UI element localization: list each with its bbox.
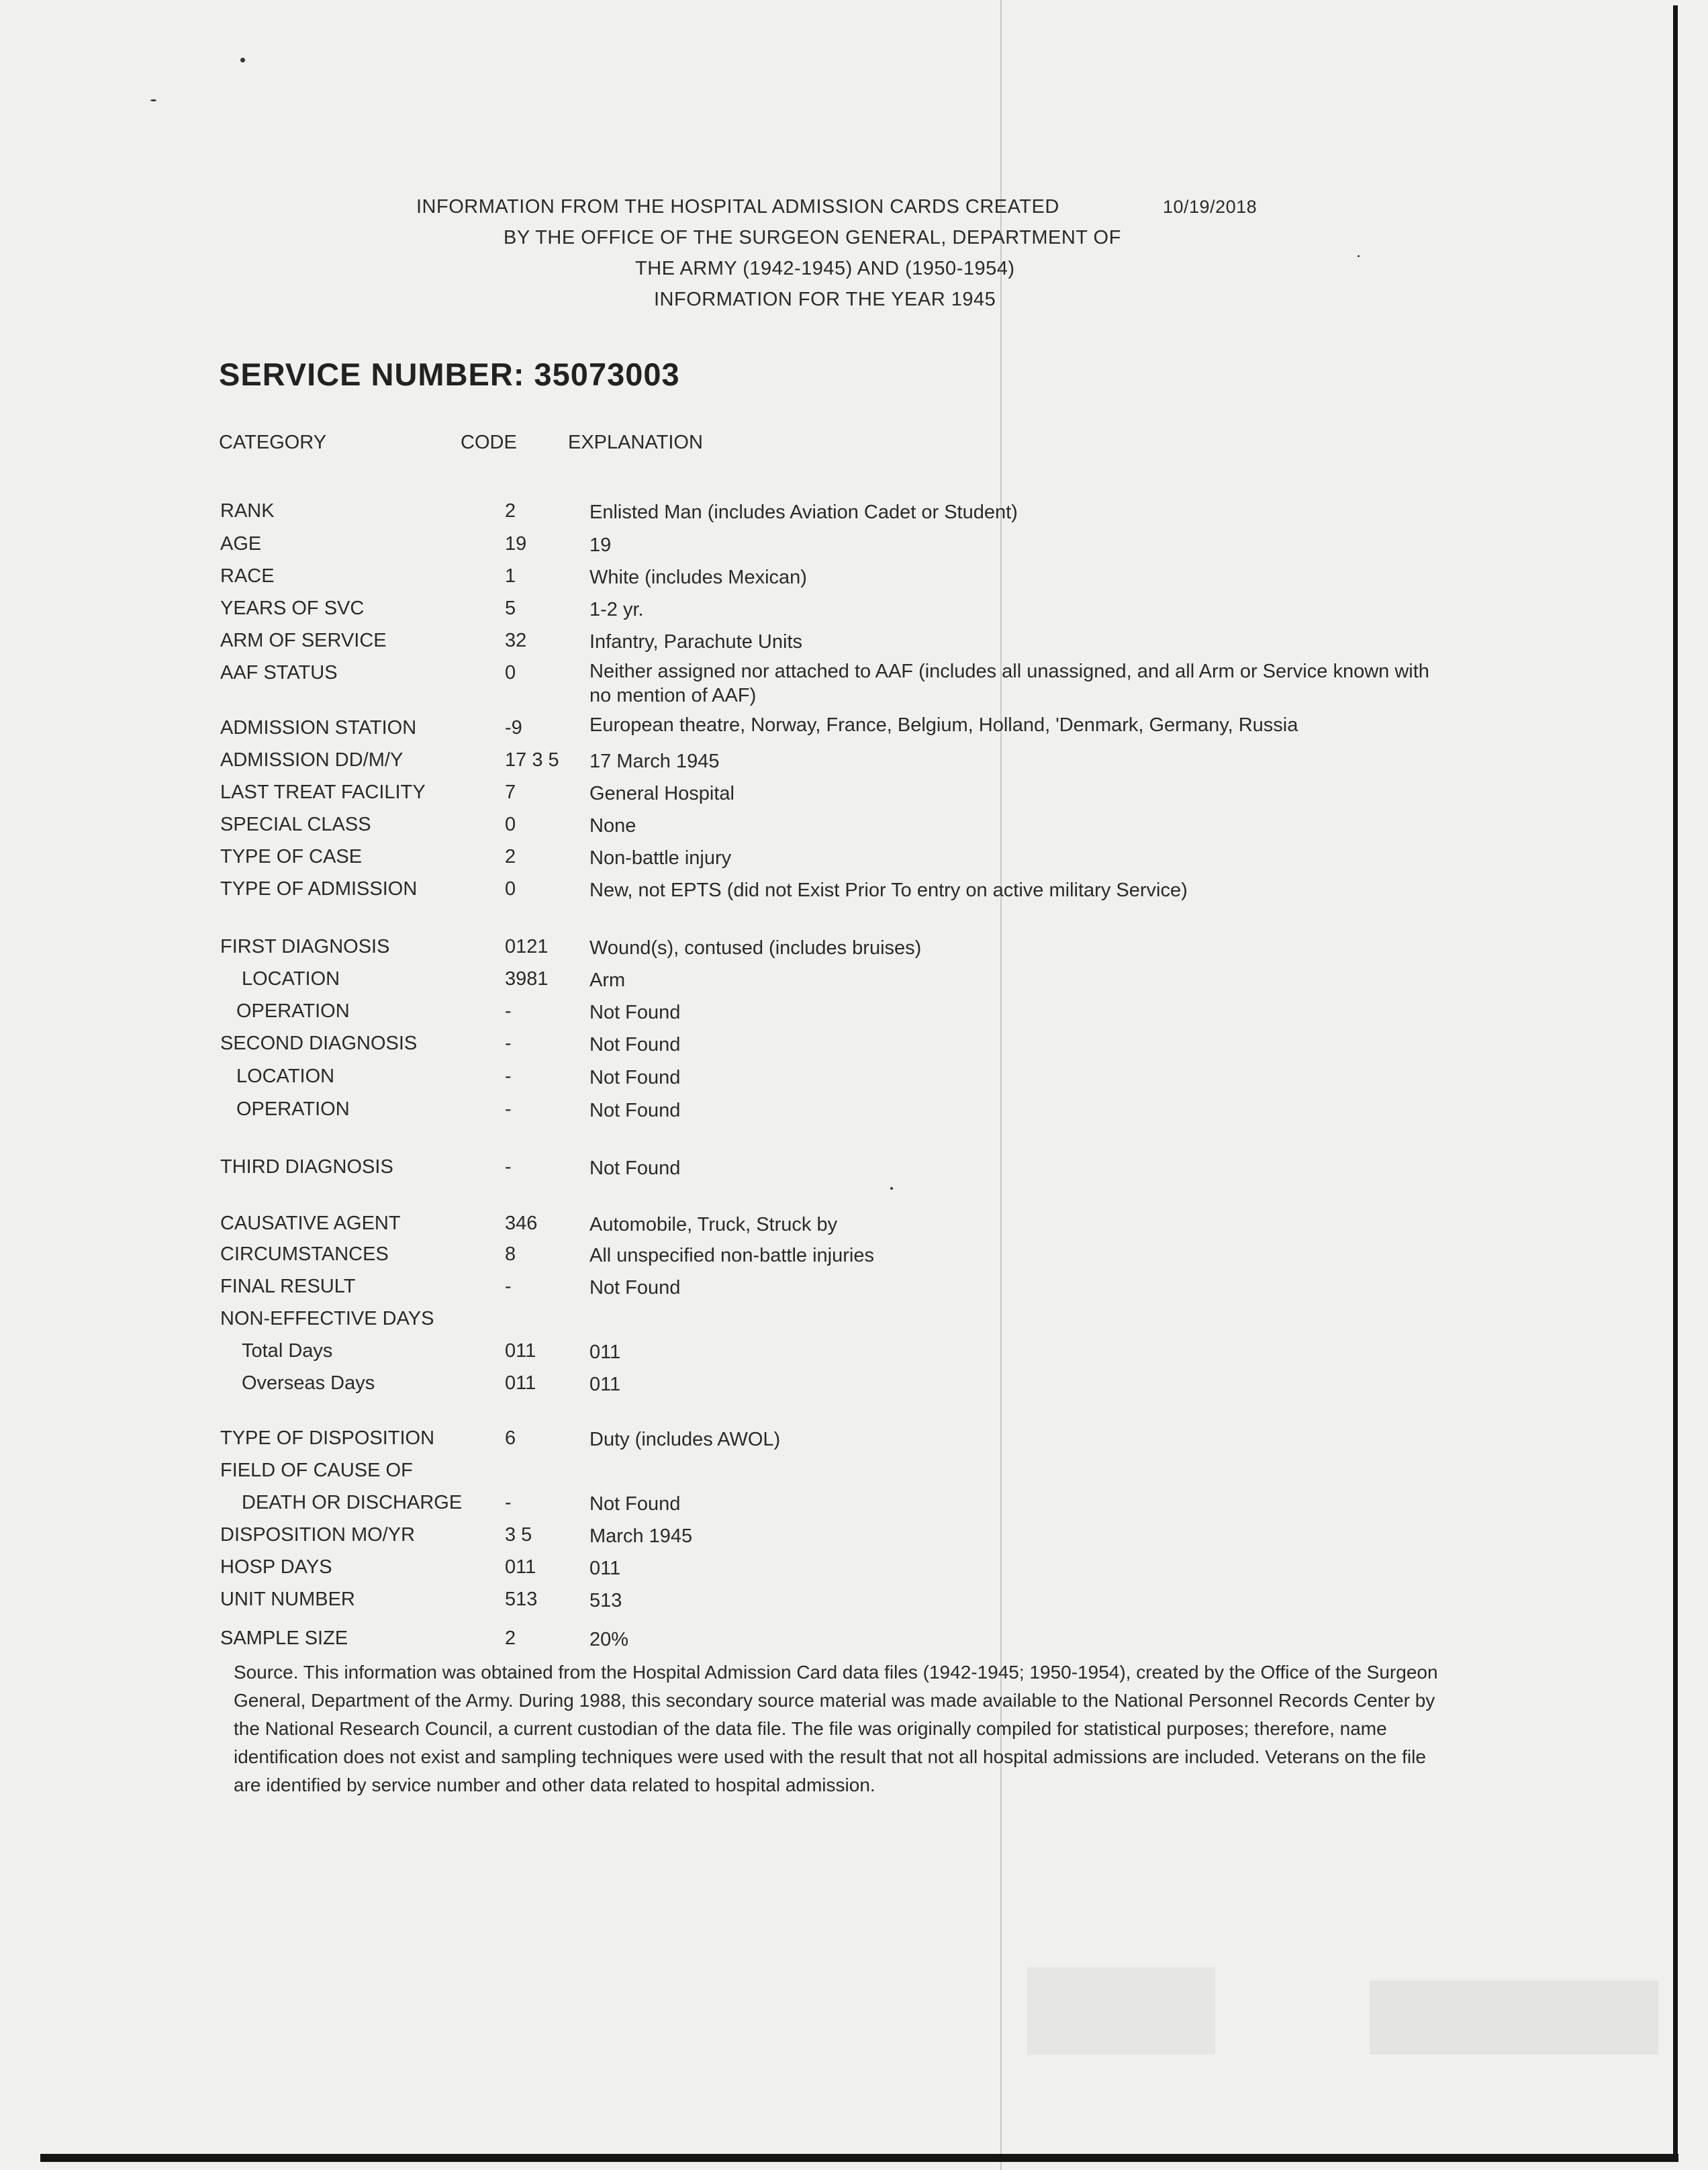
row-code: 32	[505, 630, 527, 651]
row-code: 6	[505, 1427, 516, 1449]
row-code: 0	[505, 662, 516, 683]
row-explanation: Not Found	[589, 1034, 681, 1055]
scan-speck	[890, 1187, 893, 1190]
row-code: 346	[505, 1213, 538, 1234]
row-category: LOCATION	[242, 968, 340, 990]
row-code: 011	[505, 1340, 536, 1362]
row-explanation: Arm	[589, 970, 626, 991]
document-header	[416, 191, 1356, 315]
row-explanation: Infantry, Parachute Units	[589, 631, 803, 653]
row-code: -	[505, 1156, 512, 1178]
row-category: LAST TREAT FACILITY	[220, 782, 426, 803]
row-code: 011	[505, 1372, 536, 1394]
row-explanation: None	[589, 815, 636, 837]
row-category: OPERATION	[236, 1000, 350, 1022]
row-explanation: Not Found	[589, 1493, 681, 1515]
row-explanation: Neither assigned nor attached to AAF (includes all unassigned, and all Arm or Service known with no mention of AAF)	[589, 661, 1429, 706]
row-explanation: Not Found	[589, 1100, 681, 1121]
row-category: SAMPLE SIZE	[220, 1628, 348, 1649]
scan-border-right	[1673, 5, 1678, 2154]
row-explanation: New, not EPTS (did not Exist Prior To entry on active military Service)	[589, 880, 1188, 901]
row-explanation: 20%	[589, 1629, 629, 1650]
row-category: LOCATION	[236, 1066, 335, 1087]
row-explanation: 011	[589, 1341, 621, 1363]
row-category: FINAL RESULT	[220, 1276, 356, 1297]
row-explanation: 17 March 1945	[589, 751, 720, 772]
row-code: 5	[505, 598, 516, 619]
row-code: 1	[505, 565, 516, 587]
row-category: DEATH OR DISCHARGE	[242, 1492, 463, 1513]
row-explanation: All unspecified non-battle injuries	[589, 1245, 874, 1266]
row-category: TYPE OF DISPOSITION	[220, 1427, 435, 1449]
row-code: 0121	[505, 936, 549, 957]
row-category: ARM OF SERVICE	[220, 630, 387, 651]
scan-speck	[240, 58, 245, 62]
row-code: 7	[505, 782, 516, 803]
row-code: 2	[505, 846, 516, 867]
row-code: -	[505, 1000, 512, 1022]
row-code: 0	[505, 878, 516, 900]
row-code: -	[505, 1098, 512, 1120]
row-code: 8	[505, 1243, 516, 1265]
row-category: CAUSATIVE AGENT	[220, 1213, 401, 1234]
header-line-1: INFORMATION FROM THE HOSPITAL ADMISSION CARDS CREATED	[416, 196, 1059, 218]
source-note: Source. This information was obtained from the Hospital Admission Card data files (1942-1945; 1950-1954), created by the Office of the Surgeon General, Department of the Army. During 1988, this secondary source material was made available to the National Personnel Records Center by the National Research Council, a current custodian of the data file. The file was originally compiled for statistical purposes; therefore, name identification does not exist and sampling techniques were used with the result that not all hospital admissions are included. Veterans on the file are identified by service number and other data related to hospital admission.	[234, 1662, 1438, 1795]
row-category: ADMISSION DD/M/Y	[220, 749, 404, 771]
row-category: RACE	[220, 565, 275, 587]
row-category: FIRST DIAGNOSIS	[220, 936, 390, 957]
scan-speck	[150, 99, 156, 101]
row-category: ADMISSION STATION	[220, 717, 417, 739]
row-category: UNIT NUMBER	[220, 1589, 355, 1610]
row-code: 3 5	[505, 1524, 532, 1546]
header-line-4: INFORMATION FOR THE YEAR 1945	[654, 289, 996, 310]
row-category: AGE	[220, 533, 262, 555]
row-category: Overseas Days	[242, 1372, 375, 1394]
column-header-category: CATEGORY	[219, 432, 327, 453]
row-code: 513	[505, 1589, 538, 1610]
row-category: OPERATION	[236, 1098, 350, 1120]
row-code: -	[505, 1066, 512, 1087]
row-explanation: 011	[589, 1558, 621, 1579]
row-category: AAF STATUS	[220, 662, 338, 683]
row-code: -	[505, 1492, 512, 1513]
row-explanation: White (includes Mexican)	[589, 567, 807, 588]
row-category: SECOND DIAGNOSIS	[220, 1033, 418, 1054]
row-code: 17 3 5	[505, 749, 559, 771]
row-explanation: Not Found	[589, 1067, 681, 1088]
row-explanation: Non-battle injury	[589, 847, 732, 869]
row-code: 19	[505, 533, 527, 555]
row-explanation: Not Found	[589, 1002, 681, 1023]
row-category: NON-EFFECTIVE DAYS	[220, 1308, 434, 1329]
scan-border-bottom	[40, 2154, 1678, 2162]
row-explanation: Duty (includes AWOL)	[589, 1429, 781, 1450]
scan-smudge	[1370, 1981, 1658, 2055]
service-number	[219, 356, 680, 393]
row-code: 0	[505, 814, 516, 835]
header-line-3: THE ARMY (1942-1945) AND (1950-1954)	[635, 258, 1015, 279]
row-code: -	[505, 1276, 512, 1297]
row-explanation: Enlisted Man (includes Aviation Cadet or Student)	[589, 502, 1018, 523]
row-code: 3981	[505, 968, 549, 990]
service-number-value: 35073003	[534, 357, 680, 392]
service-number-label: SERVICE NUMBER:	[219, 357, 525, 392]
header-line-2: BY THE OFFICE OF THE SURGEON GENERAL, DEPARTMENT OF	[504, 227, 1121, 248]
row-category: DISPOSITION MO/YR	[220, 1524, 416, 1546]
column-header-explanation: EXPLANATION	[568, 432, 703, 453]
created-date: 10/19/2018	[1163, 197, 1258, 217]
row-category: HOSP DAYS	[220, 1556, 332, 1578]
scan-speck	[1358, 255, 1360, 257]
row-code: -9	[505, 717, 522, 739]
row-explanation: 1-2 yr.	[589, 599, 644, 620]
row-category: SPECIAL CLASS	[220, 814, 371, 835]
row-category: RANK	[220, 500, 275, 522]
row-explanation: 19	[589, 534, 612, 556]
row-explanation: 513	[589, 1590, 622, 1611]
row-explanation: Not Found	[589, 1158, 681, 1179]
row-code: 2	[505, 1628, 516, 1649]
row-category: YEARS OF SVC	[220, 598, 365, 619]
row-category: TYPE OF ADMISSION	[220, 878, 418, 900]
row-category: FIELD OF CAUSE OF	[220, 1460, 413, 1481]
row-explanation: Wound(s), contused (includes bruises)	[589, 937, 922, 959]
column-header-code: CODE	[461, 432, 517, 453]
row-explanation: Not Found	[589, 1277, 681, 1299]
row-category: THIRD DIAGNOSIS	[220, 1156, 393, 1178]
row-category: Total Days	[242, 1340, 333, 1362]
row-category: CIRCUMSTANCES	[220, 1243, 389, 1265]
row-explanation: 011	[589, 1374, 621, 1395]
row-category: TYPE OF CASE	[220, 846, 363, 867]
row-explanation: General Hospital	[589, 783, 734, 804]
row-explanation: March 1945	[589, 1525, 693, 1547]
row-code: 2	[505, 500, 516, 522]
row-explanation: European theatre, Norway, France, Belgium, Holland, 'Denmark, Germany, Russia	[589, 714, 1298, 736]
row-code: -	[505, 1033, 512, 1054]
row-explanation: Automobile, Truck, Struck by	[589, 1214, 838, 1235]
scan-smudge	[1027, 1967, 1215, 2055]
row-code: 011	[505, 1556, 536, 1578]
